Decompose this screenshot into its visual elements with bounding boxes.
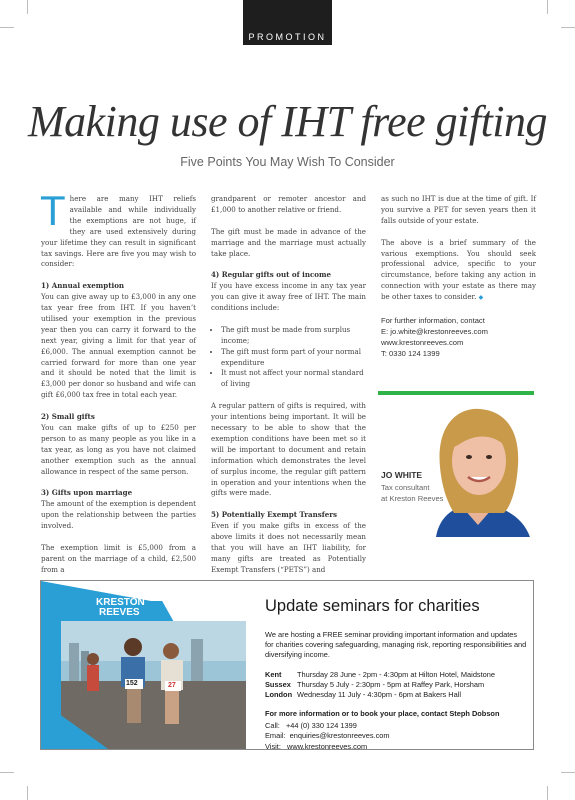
advert-heading: Update seminars for charities bbox=[265, 597, 480, 615]
body-paragraph: as such no IHT is due at the time of gift. If you survive a PET for seven years then it falls outside of your estate. bbox=[381, 194, 536, 225]
promotion-tab: PROMOTION bbox=[243, 0, 332, 45]
advert-website-link[interactable]: Visit: www.krestonreeves.com bbox=[265, 741, 368, 750]
body-paragraph: You can give away up to £3,000 in any one tax year free from IHT. If you haven’t utilised your exemption in the previous year then you can carry it forward to the next year, giving a limit for that year of £6,000. The annual exemption cannot be carried forward for more than one year and it should be noted that the limit is £3,000 per donor so husband and wife can gift £6,000 tax free in total each year. bbox=[41, 292, 196, 400]
diamond-end-icon: ◆ bbox=[478, 294, 484, 302]
contact-email-link[interactable]: E: jo.white@krestonreeves.com bbox=[381, 326, 488, 336]
page-subtitle: Five Points You May Wish To Consider bbox=[180, 155, 395, 169]
article-column-2 bbox=[211, 194, 366, 587]
section-heading: 1) Annual exemption bbox=[41, 281, 125, 291]
crop-mark bbox=[547, 786, 548, 800]
advert-contact-heading: For more information or to book your place, contact Steph Dobson bbox=[265, 709, 500, 719]
drop-cap: T bbox=[40, 187, 66, 234]
list-item: • The gift must be made from surplus income; bbox=[221, 325, 366, 347]
crop-mark bbox=[561, 772, 575, 773]
body-paragraph: If you have excess income in any tax year you can give it away free of IHT. The main conditions include: bbox=[211, 281, 366, 313]
brand-logo: KRESTON REEVES bbox=[96, 597, 145, 618]
event-row: Kent Thursday 28 June - 2pm - 4:30pm at Hilton Hotel, Maidstone bbox=[265, 669, 496, 679]
contact-block bbox=[381, 315, 536, 359]
author-role: Tax consultant bbox=[381, 483, 430, 492]
page-title: Making use of IHT free gifting bbox=[27, 97, 548, 146]
crop-mark bbox=[561, 27, 575, 28]
body-paragraph: You can make gifts of up to £250 per person to as many people as you like in a tax year, as long as you have not claimed another exemption such as the annual allowance in respect of the same person. bbox=[41, 423, 196, 476]
section-heading: 2) Small gifts bbox=[41, 412, 95, 422]
author-name: JO WHITE bbox=[381, 470, 423, 480]
runner-bib: 27 bbox=[168, 682, 176, 689]
body-paragraph: The amount of the exemption is dependent upon the relationship between the parties involved. bbox=[41, 499, 196, 531]
event-row: Sussex Thursday 5 July - 2:30pm - 5pm at Raffey Park, Horsham bbox=[265, 679, 485, 689]
event-row: London Wednesday 11 July - 4:30pm - 6pm at Bakers Hall bbox=[265, 690, 462, 700]
crop-mark bbox=[0, 772, 14, 773]
conditions-list bbox=[211, 325, 366, 390]
crop-mark bbox=[27, 0, 28, 14]
list-item: • It must not affect your normal standard of living bbox=[221, 368, 366, 390]
advert-artwork bbox=[41, 581, 246, 750]
article-column-3 bbox=[381, 194, 536, 359]
body-paragraph: grandparent or remoter ancestor and £1,000 to another relative or friend. bbox=[211, 194, 366, 214]
author-company: at Kreston Reeves bbox=[381, 494, 444, 503]
crop-mark bbox=[547, 0, 548, 14]
body-paragraph: The above is a brief summary of the various exemptions. You should seek professional advice, specific to your circumstance, before taking any action in connection with your estate as there may be other taxes to consider. ◆ bbox=[381, 237, 536, 302]
body-paragraph: Even if you make gifts in excess of the above limits it does not necessarily mean that you will have an IHT liability, for many gifts are treated as Potentially Exempt Transfers (“PETS”) and bbox=[211, 521, 366, 574]
body-paragraph: The exemption limit is £5,000 from a parent on the marriage of a child, £2,500 from a bbox=[41, 542, 196, 574]
section-heading: 4) Regular gifts out of income bbox=[211, 270, 332, 280]
article-column-1 bbox=[40, 187, 196, 587]
advert-intro: We are hosting a FREE seminar providing important information and updates for charities covering safeguarding, managing risk, reporting responsibilities and diversifying income. bbox=[265, 630, 527, 660]
body-paragraph: The gift must be made in advance of the marriage and the marriage must actually take place. bbox=[211, 226, 366, 258]
list-item: • The gift must form part of your normal expenditure bbox=[221, 347, 366, 369]
section-heading: 5) Potentially Exempt Transfers bbox=[211, 510, 338, 520]
contact-phone: T: 0330 124 1399 bbox=[381, 348, 440, 358]
section-heading: 3) Gifts upon marriage bbox=[41, 488, 133, 498]
seminar-advert bbox=[40, 580, 534, 750]
body-paragraph: A regular pattern of gifts is required, with your intentions being important. It will be necessary to be able to show that the exemption conditions have been met so it will be important to document and retain information which demonstrates the level of surplus income, the regular gift pattern in operation and your intentions when the gifts were made. bbox=[211, 401, 366, 498]
crop-mark bbox=[27, 786, 28, 800]
contact-line: For further information, contact bbox=[381, 315, 485, 325]
advert-phone: Call: +44 (0) 330 124 1399 bbox=[265, 721, 357, 731]
crop-mark bbox=[0, 27, 14, 28]
advert-email-link[interactable]: Email: enquiries@krestonreeves.com bbox=[265, 731, 390, 741]
intro-paragraph: There are many IHT reliefs available and while individually the exemptions are not huge, if they are used extensively during your lifetime they can result in significant tax savings. Here are five you may wish to consider: bbox=[40, 187, 196, 269]
divider-rule bbox=[378, 391, 534, 395]
advert-text bbox=[265, 597, 527, 750]
author-bio bbox=[381, 469, 443, 504]
runner-bib: 152 bbox=[126, 680, 138, 687]
contact-website-link[interactable]: www.krestonreeves.com bbox=[381, 337, 464, 347]
